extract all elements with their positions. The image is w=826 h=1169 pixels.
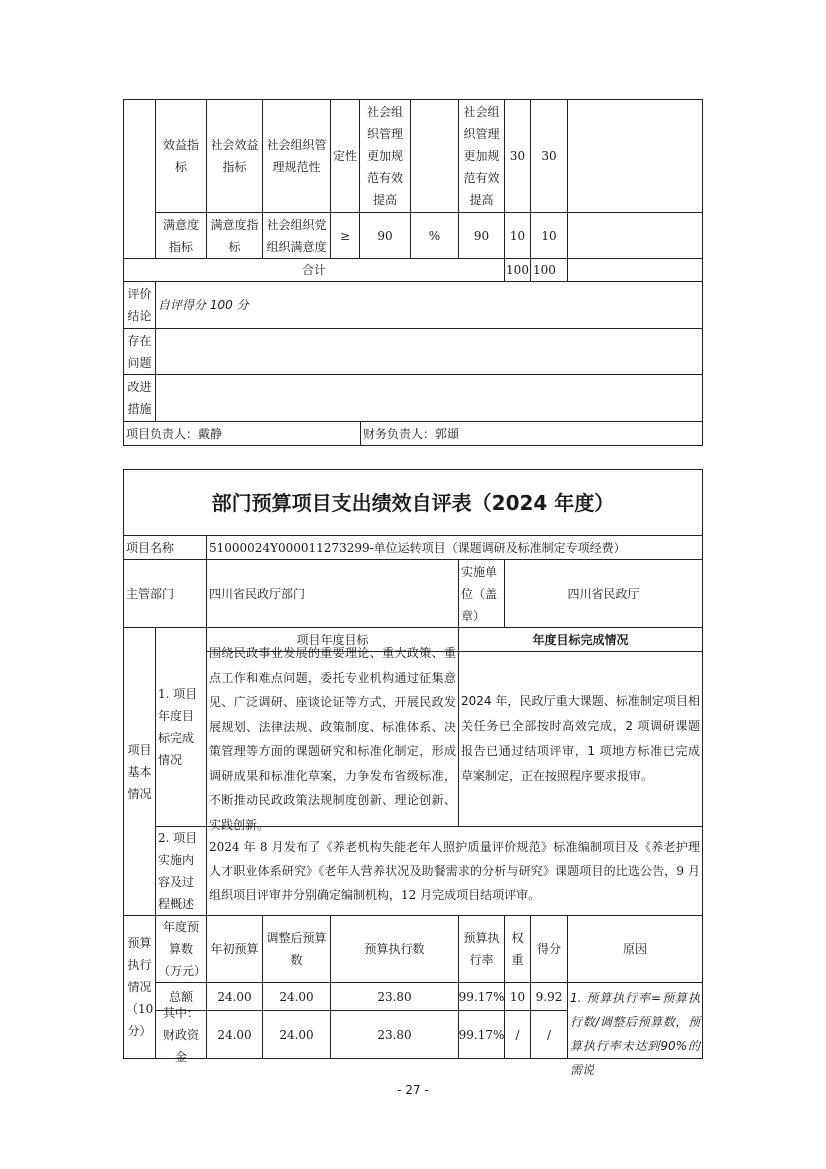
score-cell: 30 — [530, 99, 568, 213]
adjusted-budget: 24.00 — [262, 1010, 331, 1059]
impl-unit-label: 实施单位（盖章） — [458, 559, 505, 628]
score-value: 9.92 — [530, 982, 568, 1011]
level1-indicator: 满意度指标 — [155, 212, 207, 259]
indicator-nature: 定性 — [330, 99, 360, 213]
executed-budget: 23.80 — [330, 982, 459, 1011]
header-weight: 权重 — [504, 915, 531, 983]
dept-value: 四川省民政厅部门 — [206, 559, 459, 628]
note-cell — [567, 212, 703, 259]
header-initial-budget: 年初预算 — [206, 915, 263, 983]
weight-cell: 30 — [504, 99, 531, 213]
goal-header: 项目年度目标 — [206, 627, 459, 652]
total-note — [567, 258, 703, 282]
impl-unit-value: 四川省民政厅 — [504, 559, 703, 628]
level2-indicator: 满意度指标 — [206, 212, 263, 259]
target-value: 90 — [359, 212, 411, 259]
level2-indicator: 社会效益指标 — [206, 99, 263, 213]
header-annual-budget: 年度预算数（万元） — [155, 915, 207, 983]
improvements-value — [155, 374, 703, 422]
process-label: 2. 项目实施内容及过程概述 — [155, 826, 207, 916]
page-number: - 27 - — [397, 1083, 429, 1097]
conclusion-label: 评价结论 — [123, 281, 156, 329]
problems-value — [155, 328, 703, 375]
executed-budget: 23.80 — [330, 1010, 459, 1059]
budget-section-label: 预算执行情况（10分） — [123, 915, 156, 1059]
header-adjusted-budget: 调整后预算数 — [262, 915, 331, 983]
completion-text: 2024 年，民政厅重大课题、标准制定项目相关任务已全部按时高效完成，2 项调研课题报告已通过结项评审，1 项地方标准已完成草案制定，正在按照程序要求报审。 — [458, 651, 703, 827]
level3-indicator: 社会组织党组织满意度 — [262, 212, 331, 259]
total-label: 合计 — [123, 258, 505, 282]
finance-lead: 财务负责人：郭頲 — [360, 421, 703, 446]
improvements-label: 改进措施 — [123, 374, 156, 422]
target-value: 社会组织管理更加规范有效提高 — [359, 99, 411, 213]
basic-info-label: 项目基本情况 — [123, 627, 156, 916]
level1-indicator: 效益指标 — [155, 99, 207, 213]
unit-cell — [410, 99, 459, 213]
category-cell — [123, 99, 156, 259]
execution-rate: 99.17% — [458, 1010, 505, 1059]
level3-indicator: 社会组织管理规范性 — [262, 99, 331, 213]
completion-header: 年度目标完成情况 — [458, 627, 703, 652]
actual-value: 90 — [458, 212, 505, 259]
process-text: 2024 年 8 月发布了《养老机构失能老年人照护质量评价规范》标准编制项目及《养老护理人才职业体系研究》《老年人营养状况及助餐需求的分析与研究》课题项目的比选公告，9 月组织项目评审并分别确定编制机构，12 月完成项目结项评审。 — [206, 826, 703, 916]
note-cell — [567, 99, 703, 213]
header-score: 得分 — [530, 915, 568, 983]
weight-cell: 10 — [504, 212, 531, 259]
initial-budget: 24.00 — [206, 1010, 263, 1059]
row-label: 其中：财政资金 — [155, 1010, 207, 1059]
total-score: 100 — [530, 258, 568, 282]
score-value: / — [530, 1010, 568, 1059]
project-lead: 项目负责人：戴静 — [123, 421, 361, 446]
goal-completion-label: 1. 项目年度目标完成情况 — [155, 627, 207, 827]
header-executed: 预算执行数 — [330, 915, 459, 983]
score-cell: 10 — [530, 212, 568, 259]
project-name-label: 项目名称 — [123, 535, 207, 560]
row-label: 总额 — [155, 982, 207, 1011]
project-name-value: 51000024Y000011273299-单位运转项目（课题调研及标准制定专项经费） — [206, 535, 703, 560]
goal-text: 围绕民政事业发展的重要理论、重大政策、重点工作和难点问题，委托专业机构通过征集意见、广泛调研、座谈论证等方式，开展民政发展规划、法律法规、政策制度、标准体系、决策管理等方面的课题研究和标准化制定，形成调研成果和标准化草案，力争发布省级标准，不断推动民政政策法规制度创新、理论创新、实践创新。 — [206, 651, 459, 827]
unit-cell: % — [410, 212, 459, 259]
reason-text: 1. 预算执行率=预算执行数/调整后预算数，预算执行率未达到90%的需说 — [567, 982, 703, 1059]
total-weight: 100 — [504, 258, 531, 282]
header-rate: 预算执行率 — [458, 915, 505, 983]
header-reason: 原因 — [567, 915, 703, 983]
adjusted-budget: 24.00 — [262, 982, 331, 1011]
actual-value: 社会组织管理更加规范有效提高 — [458, 99, 505, 213]
problems-label: 存在问题 — [123, 328, 156, 375]
dept-label: 主管部门 — [123, 559, 207, 628]
execution-rate: 99.17% — [458, 982, 505, 1011]
weight-value: / — [504, 1010, 531, 1059]
conclusion-value: 自评得分 100 分 — [155, 281, 703, 329]
table-title: 部门预算项目支出绩效自评表（2024 年度） — [123, 469, 703, 536]
initial-budget: 24.00 — [206, 982, 263, 1011]
indicator-nature: ≥ — [330, 212, 360, 259]
weight-value: 10 — [504, 982, 531, 1011]
